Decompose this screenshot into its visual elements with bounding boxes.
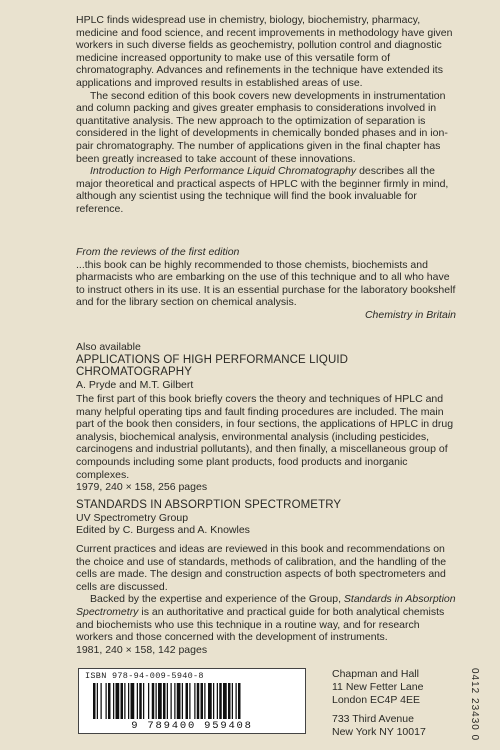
book2-group: UV Spectrometry Group — [76, 511, 189, 524]
publisher-address — [332, 668, 426, 739]
book1-authors: A. Pryde and M.T. Gilbert — [76, 378, 194, 391]
book1-description: The first part of this book briefly covers the theory and techniques of HPLC and many helpful operating tips and fault finding procedures are included. The main part of the book then considers, in four sections, the applications of HPLC in drug analysis, biochemical analysis, environmental analysis (including pesticides, carcinogens and industrial pollutants), and then finally, a miscellaneous group of compounds including some plant products, food products and inorganic complexes. — [76, 393, 454, 481]
book1-title: APPLICATIONS OF HIGH PERFORMANCE LIQUID CHROMATOGRAPHY — [76, 353, 349, 379]
book2-paragraph-2 — [76, 593, 456, 643]
book2-p2-start: Backed by the expertise and experience of the Group, — [90, 593, 344, 606]
publisher-address-line-2: London EC4P 4EE — [332, 693, 420, 706]
also-available-label: Also available — [76, 341, 141, 353]
publisher-address-line-1: 11 New Fetter Lane — [332, 680, 424, 693]
review-heading: From the reviews of the first edition — [76, 246, 240, 258]
book2-header — [76, 499, 456, 537]
barcode-digits: 9 789400 959408 — [131, 720, 253, 732]
book2-p2-rest: is an authoritative and practical guide for both analytical chemists and biochemists who use this technique in a routine way, and for research workers and those concerned with the development of instruments. — [76, 605, 445, 644]
intro-paragraph-3-text: describes all the major theoretical and practical aspects of HPLC with the beginner firmly in mind, although any scientist using the technique will find the book invaluable for reference. — [76, 165, 449, 215]
book2-title: STANDARDS IN ABSORPTION SPECTROMETRY — [76, 499, 342, 511]
review-source: Chemistry in Britain — [364, 308, 456, 321]
barcode-box — [78, 668, 306, 734]
publisher-address-line-4: New York NY 10017 — [332, 726, 426, 739]
book-title-inline: Introduction to High Performance Liquid Chromatography — [90, 165, 357, 178]
book1-section — [76, 393, 456, 494]
intro-paragraph-3 — [76, 165, 456, 215]
intro-section — [76, 14, 456, 216]
book2-section — [76, 543, 456, 656]
review-quote: ...this book can be highly recommended to those chemists, biochemists and pharmacists who are embarking on the use of this technique and to all who have to instruct others in its use. It is an essential purchase for the laboratory bookshelf and for the library section on chemical analysis. — [76, 258, 456, 309]
intro-paragraph-2: The second edition of this book covers new developments in instrumentation and column packing and gives greater emphasis to considerations involved in quantitative analysis. The new approach to the optimization of separation is considered in the light of developments in chemically bonded phases and in ion-pair chromatography. The number of applications given in the final chapter has been greatly increased to take account of these innovations. — [76, 89, 448, 165]
spine-code: 0412 23430 0 — [469, 668, 480, 742]
intro-paragraph-1: HPLC finds widespread use in chemistry, biology, biochemistry, pharmacy, medicine and food science, and recent improvements in methodology have given workers in such diverse fields as geochemistry, pollution control and diagnostic medicine increased opportunity to make use of this versatile form of chromatography. Advances and refinements in the technique have extended its applications and improved results in established areas of use. — [76, 14, 453, 89]
review-section — [76, 246, 456, 322]
book2-details: 1981, 240 × 158, 142 pages — [76, 643, 208, 656]
publisher-name: Chapman and Hall — [332, 668, 419, 680]
barcode-graphic — [89, 683, 295, 719]
book2-title-inline: Standards in Absorption Spectrometry — [76, 593, 456, 618]
also-available-section — [76, 341, 456, 391]
book1-details: 1979, 240 × 158, 256 pages — [76, 481, 208, 494]
isbn-text: ISBN 978-94-009-5940-8 — [85, 671, 204, 681]
book2-description: Current practices and ideas are reviewed in this book and recommendations on the choice and use of standards, methods of calibration, and the handling of the cells are made. The design and construction aspects of both spectrometers and cells are discussed. — [76, 543, 447, 593]
publisher-address-line-3: 733 Third Avenue — [332, 713, 414, 726]
book2-editors: Edited by C. Burgess and A. Knowles — [76, 524, 250, 537]
